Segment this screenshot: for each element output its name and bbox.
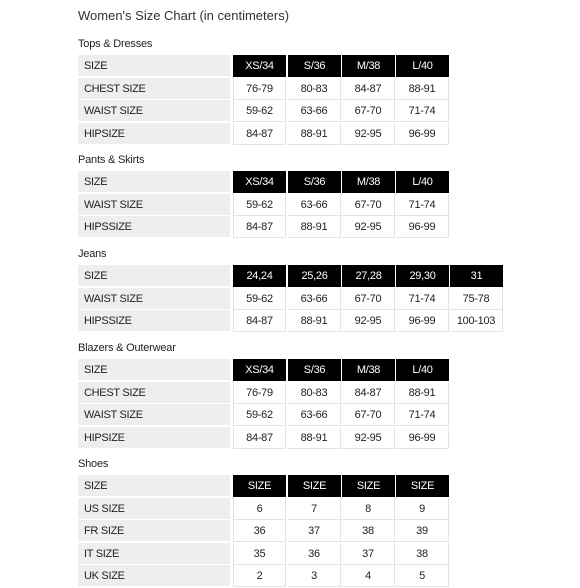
- size-value-cell: 63-66: [288, 288, 341, 310]
- size-header-cell: 29,30: [396, 265, 449, 287]
- size-value-cell: 63-66: [288, 100, 341, 122]
- row-label: SIZE: [78, 171, 230, 193]
- size-value-cell: 36: [233, 520, 286, 542]
- size-value-cell: 38: [342, 520, 395, 542]
- section-title: Blazers & Outerwear: [78, 342, 176, 354]
- size-header-cell: M/38: [342, 359, 395, 381]
- size-value-cell: 7: [288, 498, 341, 520]
- row-label: SIZE: [78, 265, 230, 287]
- size-value-cell: 36: [288, 543, 341, 565]
- size-header-cell: 24,24: [233, 265, 286, 287]
- size-value-cell: 2: [233, 565, 286, 587]
- size-value-cell: 37: [342, 543, 395, 565]
- size-header-cell: SIZE: [396, 475, 449, 497]
- size-value-cell: 6: [233, 498, 286, 520]
- row-label: WAIST SIZE: [78, 404, 230, 426]
- section-title: Shoes: [78, 458, 109, 470]
- size-header-cell: M/38: [342, 171, 395, 193]
- size-value-cell: 67-70: [342, 100, 395, 122]
- size-value-cell: 88-91: [288, 216, 341, 238]
- size-header-cell: S/36: [288, 55, 341, 77]
- size-value-cell: 96-99: [396, 310, 449, 332]
- row-label: WAIST SIZE: [78, 288, 230, 310]
- row-label: FR SIZE: [78, 520, 230, 542]
- row-label: IT SIZE: [78, 543, 230, 565]
- size-value-cell: 9: [396, 498, 449, 520]
- size-value-cell: 92-95: [342, 216, 395, 238]
- size-value-cell: 76-79: [233, 382, 286, 404]
- size-header-cell: XS/34: [233, 55, 286, 77]
- size-header-cell: 27,28: [342, 265, 395, 287]
- row-label: WAIST SIZE: [78, 194, 230, 216]
- size-header-cell: XS/34: [233, 359, 286, 381]
- size-value-cell: 80-83: [288, 382, 341, 404]
- size-value-cell: 96-99: [396, 123, 449, 145]
- row-label: UK SIZE: [78, 565, 230, 587]
- size-value-cell: 59-62: [233, 194, 286, 216]
- size-value-cell: 59-62: [233, 100, 286, 122]
- size-value-cell: 59-62: [233, 404, 286, 426]
- row-label: CHEST SIZE: [78, 78, 230, 100]
- row-label: HIPSSIZE: [78, 310, 230, 332]
- size-value-cell: 84-87: [233, 123, 286, 145]
- size-header-cell: 31: [450, 265, 503, 287]
- size-value-cell: 67-70: [342, 288, 395, 310]
- size-value-cell: 80-83: [288, 78, 341, 100]
- size-value-cell: 8: [342, 498, 395, 520]
- size-value-cell: 59-62: [233, 288, 286, 310]
- size-value-cell: 75-78: [450, 288, 503, 310]
- row-label: US SIZE: [78, 498, 230, 520]
- size-header-cell: L/40: [396, 55, 449, 77]
- row-label: SIZE: [78, 359, 230, 381]
- section-title: Jeans: [78, 248, 107, 260]
- size-header-cell: XS/34: [233, 171, 286, 193]
- size-value-cell: 3: [288, 565, 341, 587]
- size-header-cell: SIZE: [342, 475, 395, 497]
- size-value-cell: 84-87: [233, 216, 286, 238]
- size-value-cell: 67-70: [342, 194, 395, 216]
- size-value-cell: 39: [396, 520, 449, 542]
- size-header-cell: M/38: [342, 55, 395, 77]
- size-value-cell: 88-91: [396, 78, 449, 100]
- row-label: HIPSSIZE: [78, 216, 230, 238]
- size-header-cell: SIZE: [233, 475, 286, 497]
- size-value-cell: 37: [288, 520, 341, 542]
- size-value-cell: 84-87: [233, 310, 286, 332]
- row-label: CHEST SIZE: [78, 382, 230, 404]
- size-value-cell: 92-95: [342, 310, 395, 332]
- size-header-cell: SIZE: [288, 475, 341, 497]
- size-header-cell: 25,26: [288, 265, 341, 287]
- row-label: SIZE: [78, 475, 230, 497]
- row-label: HIPSIZE: [78, 123, 230, 145]
- size-value-cell: 63-66: [288, 194, 341, 216]
- size-value-cell: 96-99: [396, 427, 449, 449]
- size-value-cell: 63-66: [288, 404, 341, 426]
- size-value-cell: 38: [396, 543, 449, 565]
- size-value-cell: 67-70: [342, 404, 395, 426]
- size-value-cell: 96-99: [396, 216, 449, 238]
- size-header-cell: L/40: [396, 171, 449, 193]
- size-value-cell: 88-91: [288, 427, 341, 449]
- size-value-cell: 84-87: [342, 78, 395, 100]
- size-value-cell: 71-74: [396, 100, 449, 122]
- section-title: Pants & Skirts: [78, 154, 145, 166]
- size-value-cell: 4: [342, 565, 395, 587]
- size-header-cell: S/36: [288, 171, 341, 193]
- size-value-cell: 88-91: [288, 123, 341, 145]
- row-label: HIPSIZE: [78, 427, 230, 449]
- row-label: WAIST SIZE: [78, 100, 230, 122]
- size-value-cell: 71-74: [396, 194, 449, 216]
- size-value-cell: 88-91: [396, 382, 449, 404]
- size-value-cell: 5: [396, 565, 449, 587]
- row-label: SIZE: [78, 55, 230, 77]
- size-value-cell: 88-91: [288, 310, 341, 332]
- size-header-cell: S/36: [288, 359, 341, 381]
- section-title: Tops & Dresses: [78, 38, 153, 50]
- size-value-cell: 35: [233, 543, 286, 565]
- size-header-cell: L/40: [396, 359, 449, 381]
- size-value-cell: 71-74: [396, 288, 449, 310]
- size-value-cell: 71-74: [396, 404, 449, 426]
- size-value-cell: 84-87: [342, 382, 395, 404]
- size-value-cell: 76-79: [233, 78, 286, 100]
- size-value-cell: 84-87: [233, 427, 286, 449]
- size-value-cell: 100-103: [450, 310, 503, 332]
- size-value-cell: 92-95: [342, 123, 395, 145]
- page-title: Women's Size Chart (in centimeters): [78, 8, 290, 23]
- size-value-cell: 92-95: [342, 427, 395, 449]
